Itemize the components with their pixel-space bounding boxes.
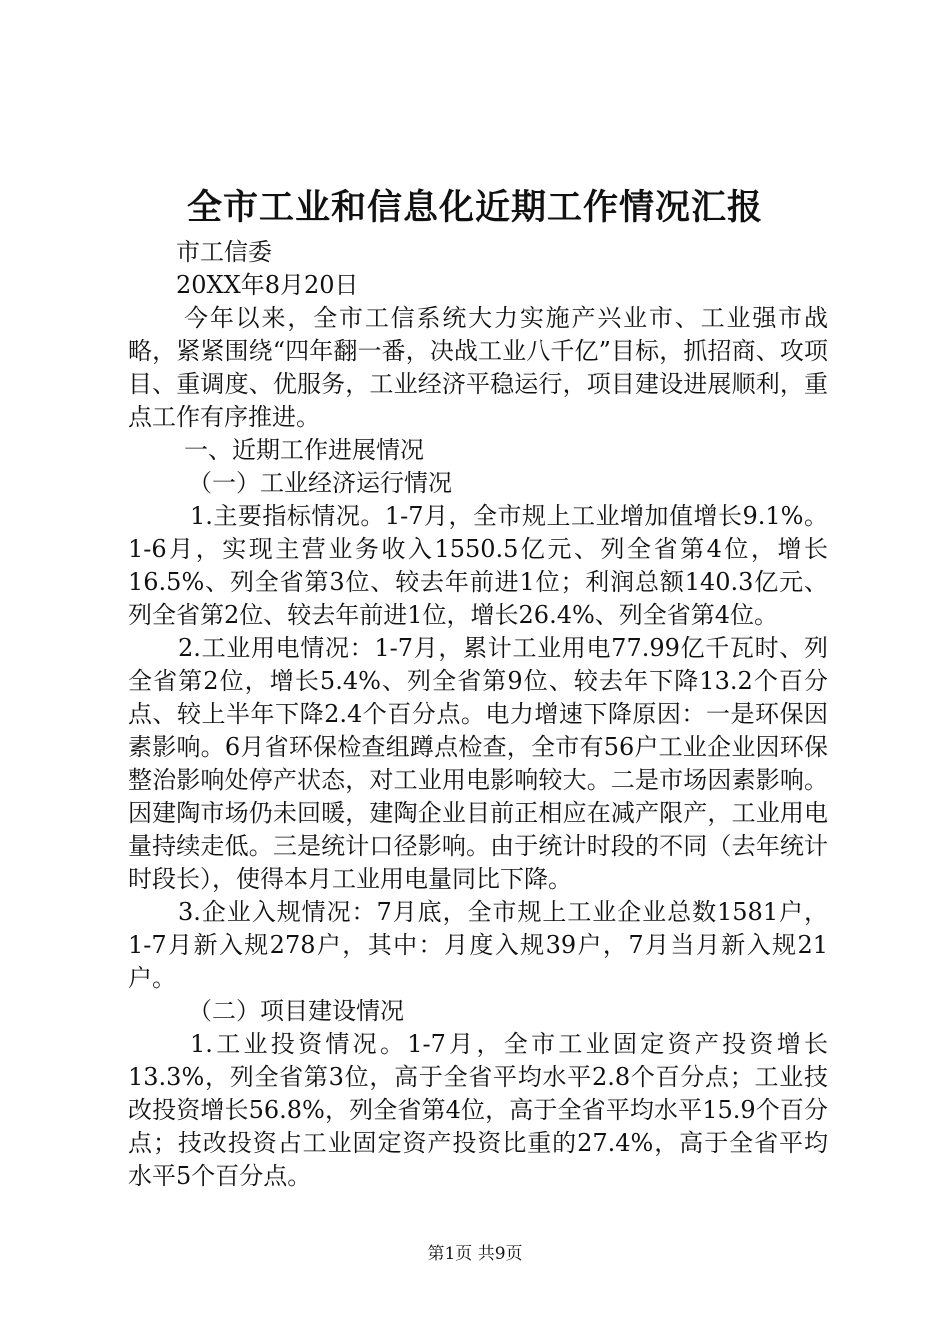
author-line: 市工信委: [176, 238, 272, 266]
date-line: 20XX年8月20日: [176, 271, 359, 299]
paragraph-electricity: 2.工业用电情况：1-7月，累计工业用电77.99亿千瓦时、列全省第2位，增长5.4%、列全省第9位、较去年下降13.2个百分点、较上半年下降2.4个百分点。电力增速下降原因：一是环保因素影响。6月省环保检查组蹲点检查，全市有56户工业企业因环保整治影响处停产状态，对工业用电影响较大。二是市场因素影响。因建陶市场仍未回暖，建陶企业目前正相应在减产限产，工业用电量持续走低。三是统计口径影响。由于统计时段的不同（去年统计时段长），使得本月工业用电量同比下降。: [128, 634, 828, 893]
subsection-heading: （二）项目建设情况: [188, 997, 404, 1025]
section-heading: 一、近期工作进展情况: [184, 436, 424, 464]
paragraph-investment: 1.工业投资情况。1-7月，全市工业固定资产投资增长13.3%，列全省第3位，高于全省平均水平2.8个百分点；工业技改投资增长56.8%，列全省第4位，高于全省平均水平15.9个百分点；技改投资占工业固定资产投资比重的27.4%，高于全省平均水平5个百分点。: [128, 1030, 828, 1190]
paragraph-enterprises: 3.企业入规情况：7月底，全市规上工业企业总数1581户，1-7月新入规278户，其中：月度入规39户，7月当月新入规21户。: [128, 898, 828, 992]
paragraph-main-indicators: 1.主要指标情况。1-7月，全市规上工业增加值增长9.1%。1-6月，实现主营业务收入1550.5亿元、列全省第4位，增长16.5%、列全省第3位、较去年前进1位；利润总额140.3亿元、列全省第2位、较去年前进1位，增长26.4%、列全省第4位。: [128, 502, 828, 629]
document-body: [128, 236, 828, 1193]
subsection-heading: （一）工业经济运行情况: [188, 469, 452, 497]
intro-paragraph: 今年以来，全市工信系统大力实施产兴业市、工业强市战略，紧紧围绕“四年翻一番，决战工业八千亿”目标，抓招商、攻项目、重调度、优服务，工业经济平稳运行，项目建设进展顺利，重点工作有序推进。: [128, 304, 828, 431]
document-title: 全市工业和信息化近期工作情况汇报: [186, 187, 763, 228]
page-footer: 第1页 共9页: [427, 1244, 523, 1264]
